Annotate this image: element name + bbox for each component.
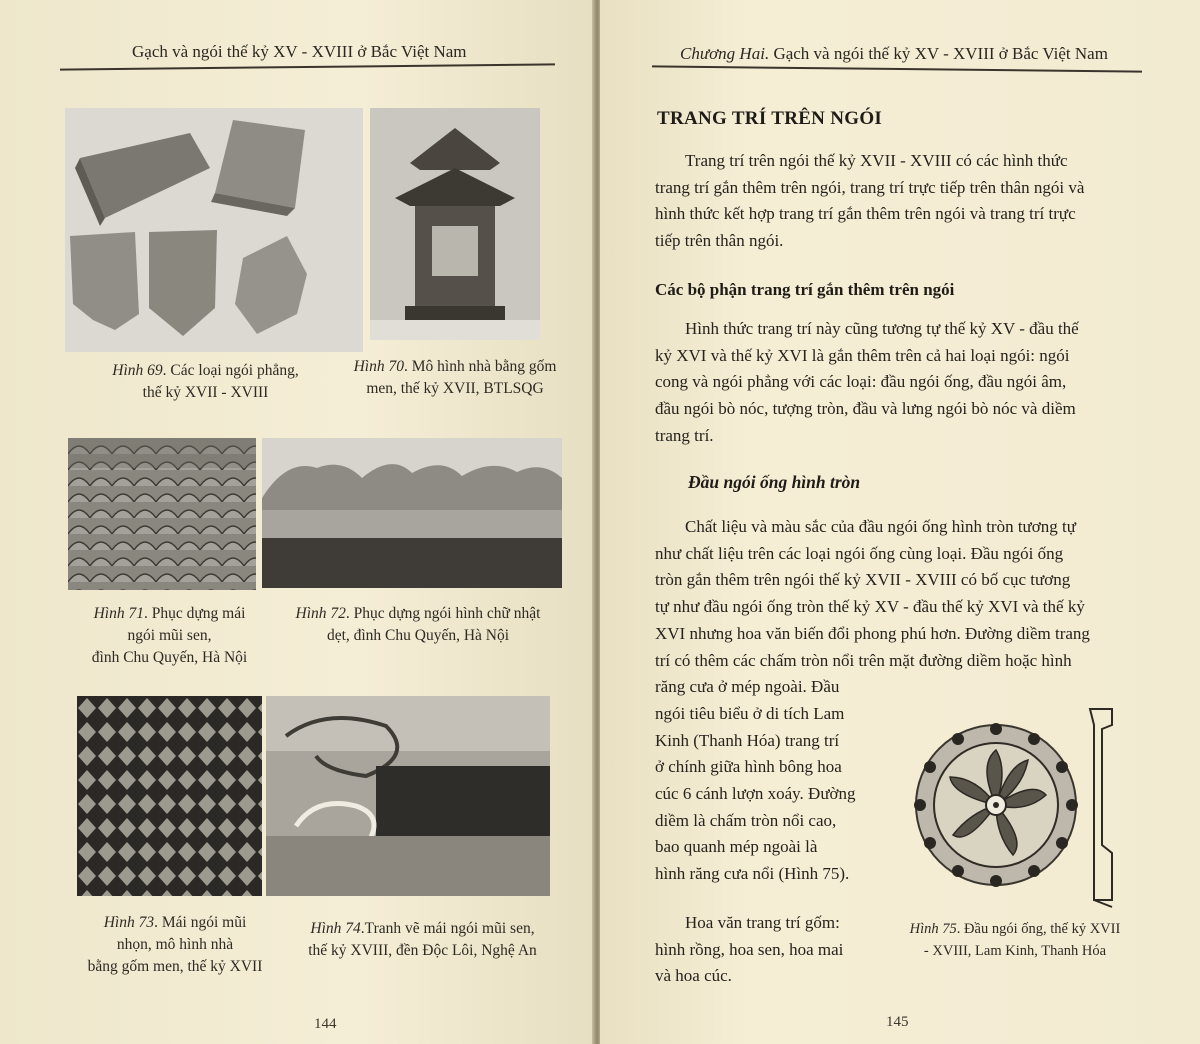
figure-75-caption-line-1: Đầu ngói ống, thế kỷ XVII [964, 921, 1121, 937]
figure-69-ref: Hình 69 [112, 362, 163, 379]
intro-line-2: trang trí gắn thêm trên ngói, trang trí trực tiếp trên thân ngói và [655, 177, 1085, 197]
figure-73-caption-line-1: Mái ngói mũi [161, 914, 247, 931]
figure-74-caption-line-2: thế kỷ XVIII, đền Độc Lôi, Nghệ An [308, 942, 537, 959]
figure-72-photo [262, 438, 562, 588]
figure-74-caption: Hình 74.Tranh vẽ mái ngói mũi sen, thế kỷ XVIII, đền Độc Lôi, Nghệ An [308, 920, 537, 959]
figure-75-ref: Hình 75 [909, 921, 957, 937]
figure-71-caption: Hình 71. Phục dựng mái ngói mũi sen, đình Chu Quyến, Hà Nội [91, 605, 248, 666]
para2-line-5: trang trí. [655, 425, 714, 445]
para3-line-13: bao quanh mép ngoài là [655, 837, 818, 857]
para3-line-14: hình răng cưa nổi (Hình 75). [655, 864, 850, 884]
para3-line-2: như chất liệu trên các loại ngói ống cùng loại. Đầu ngói ống [655, 543, 1064, 563]
paragraph-4 [655, 910, 887, 990]
para3-line-8: ngói tiêu biểu ở di tích Lam [655, 703, 845, 723]
figure-73-photo [77, 696, 262, 896]
figure-72-ref: Hình 72 [295, 605, 346, 622]
paragraph-2 [655, 316, 1133, 450]
figure-72-caption-line-2: dẹt, đình Chu Quyến, Hà Nội [326, 627, 510, 644]
right-page-number: 145 [886, 1014, 909, 1030]
figure-69-caption-line-2: thế kỷ XVII - XVIII [142, 384, 269, 401]
figure-71-caption-line-1: Phục dựng mái [151, 605, 246, 622]
figure-70-caption-line-1: Mô hình nhà bằng gốm [411, 358, 557, 375]
left-running-header: Gạch và ngói thế kỷ XV - XVIII ở Bắc Việt Nam [132, 42, 467, 61]
para2-line-3: cong và ngói phẳng với các loại: đầu ngói ống, đầu ngói âm, [655, 372, 1067, 392]
right-header-rule [652, 65, 1142, 72]
para3-line-9: Kinh (Thanh Hóa) trang trí [655, 730, 840, 750]
figure-71-caption-line-2: ngói mũi sen, [127, 627, 212, 644]
figure-75-drawing [908, 695, 1128, 920]
para4-line-2: hình rồng, hoa sen, hoa mai [655, 939, 844, 959]
header-title: Gạch và ngói thế kỷ XV - XVIII ở Bắc Việt Nam [773, 44, 1108, 63]
figure-69-photo [65, 108, 363, 352]
figure-75-caption-line-2: - XVIII, Lam Kinh, Thanh Hóa [923, 943, 1107, 959]
para3-line-3: tròn gắn thêm trên ngói thế kỷ XVII - XVIII có bố cục tương [655, 570, 1071, 590]
figure-72-caption-line-1: Phục dựng ngói hình chữ nhật [353, 605, 541, 622]
para3-line-1: Chất liệu và màu sắc của đầu ngói ống hình tròn tương tự [685, 517, 1076, 536]
para2-line-1: Hình thức trang trí này cũng tương tự thế kỷ XV - đầu thế [685, 319, 1079, 338]
left-page-number: 144 [314, 1016, 337, 1032]
figure-74-caption-line-1: Tranh vẽ mái ngói mũi sen, [364, 920, 535, 937]
figure-70-ref: Hình 70 [353, 358, 404, 375]
figure-72-caption: Hình 72. Phục dựng ngói hình chữ nhật dẹt, đình Chu Quyến, Hà Nội [295, 605, 541, 644]
subheading-round-tile-end: Đầu ngói ống hình tròn [688, 472, 861, 492]
para4-line-3: và hoa cúc. [655, 966, 732, 986]
para3-line-7: răng cưa ở mép ngoài. Đầu [655, 677, 840, 697]
left-page [0, 0, 594, 1044]
section-title: TRANG TRÍ TRÊN NGÓI [657, 108, 883, 129]
right-running-header: Chương Hai. Gạch và ngói thế kỷ XV - XVIII ở Bắc Việt Nam [680, 44, 1108, 63]
figure-73-caption-line-3: bằng gốm men, thế kỷ XVII [87, 958, 263, 975]
figure-71-caption-line-3: đình Chu Quyến, Hà Nội [91, 649, 248, 666]
para3-line-12: diềm là chấm tròn nổi cao, [655, 810, 837, 830]
figure-71-photo [68, 438, 256, 590]
para3-line-4: tự như đầu ngói ống tròn thế kỷ XV - đầu thế kỷ XVI và thế kỷ [655, 597, 1085, 617]
intro-line-1: Trang trí trên ngói thế kỷ XVII - XVIII có các hình thức [685, 151, 1068, 170]
figure-73-caption-line-2: nhọn, mô hình nhà [116, 936, 234, 953]
figure-69-caption: Hình 69. Các loại ngói phẳng, thế kỷ XVII - XVIII [112, 362, 299, 401]
figure-70-caption: Hình 70. Mô hình nhà bằng gốm men, thế kỷ XVII, BTLSQG [353, 358, 557, 397]
figure-70-photo [370, 108, 540, 340]
figure-74-photo [266, 696, 550, 896]
para3-line-5: XVI nhưng hoa văn biến đổi phong phú hơn. Đường diềm trang [655, 623, 1090, 643]
tile-profile-drawing [1090, 709, 1112, 907]
figure-69-caption-line-1: Các loại ngói phẳng, [170, 362, 299, 379]
intro-line-4: tiếp trên thân ngói. [655, 231, 784, 251]
para3-line-6: trí có thêm các chấm tròn nổi trên mặt đường diềm hoặc hình [655, 650, 1072, 670]
header-chapter: Chương Hai [680, 44, 765, 63]
figure-71-ref: Hình 71 [93, 605, 144, 622]
para2-line-4: đầu ngói bò nóc, tượng tròn, đầu và lưng ngói bò nóc và diềm [655, 399, 1076, 419]
left-header-rule [60, 63, 555, 70]
subheading-attached-decorations: Các bộ phận trang trí gắn thêm trên ngói [655, 280, 955, 299]
figure-74-ref: Hình 74 [310, 920, 361, 937]
figure-75-caption: Hình 75. Đầu ngói ống, thế kỷ XVII - XVIII, Lam Kinh, Thanh Hóa [909, 921, 1121, 959]
intro-line-3: hình thức kết hợp trang trí gắn thêm trên ngói và trang trí trực [655, 204, 1076, 224]
figure-70-caption-line-2: men, thế kỷ XVII, BTLSQG [366, 380, 544, 397]
para2-line-2: kỷ XVI và thế kỷ XVI là gắn thêm trên cả hai loại ngói: ngói [655, 345, 1070, 365]
para4-line-1: Hoa văn trang trí gốm: [685, 913, 840, 932]
para3-line-10: ở chính giữa hình bông hoa [655, 757, 842, 777]
intro-paragraph [655, 148, 1133, 255]
figure-73-ref: Hình 73 [103, 914, 155, 931]
round-tile-end-drawing [914, 723, 1078, 887]
para3-line-11: cúc 6 cánh lượn xoáy. Đường [655, 784, 856, 804]
figure-73-caption: Hình 73. Mái ngói mũi nhọn, mô hình nhà bằng gốm men, thế kỷ XVII [87, 914, 263, 975]
